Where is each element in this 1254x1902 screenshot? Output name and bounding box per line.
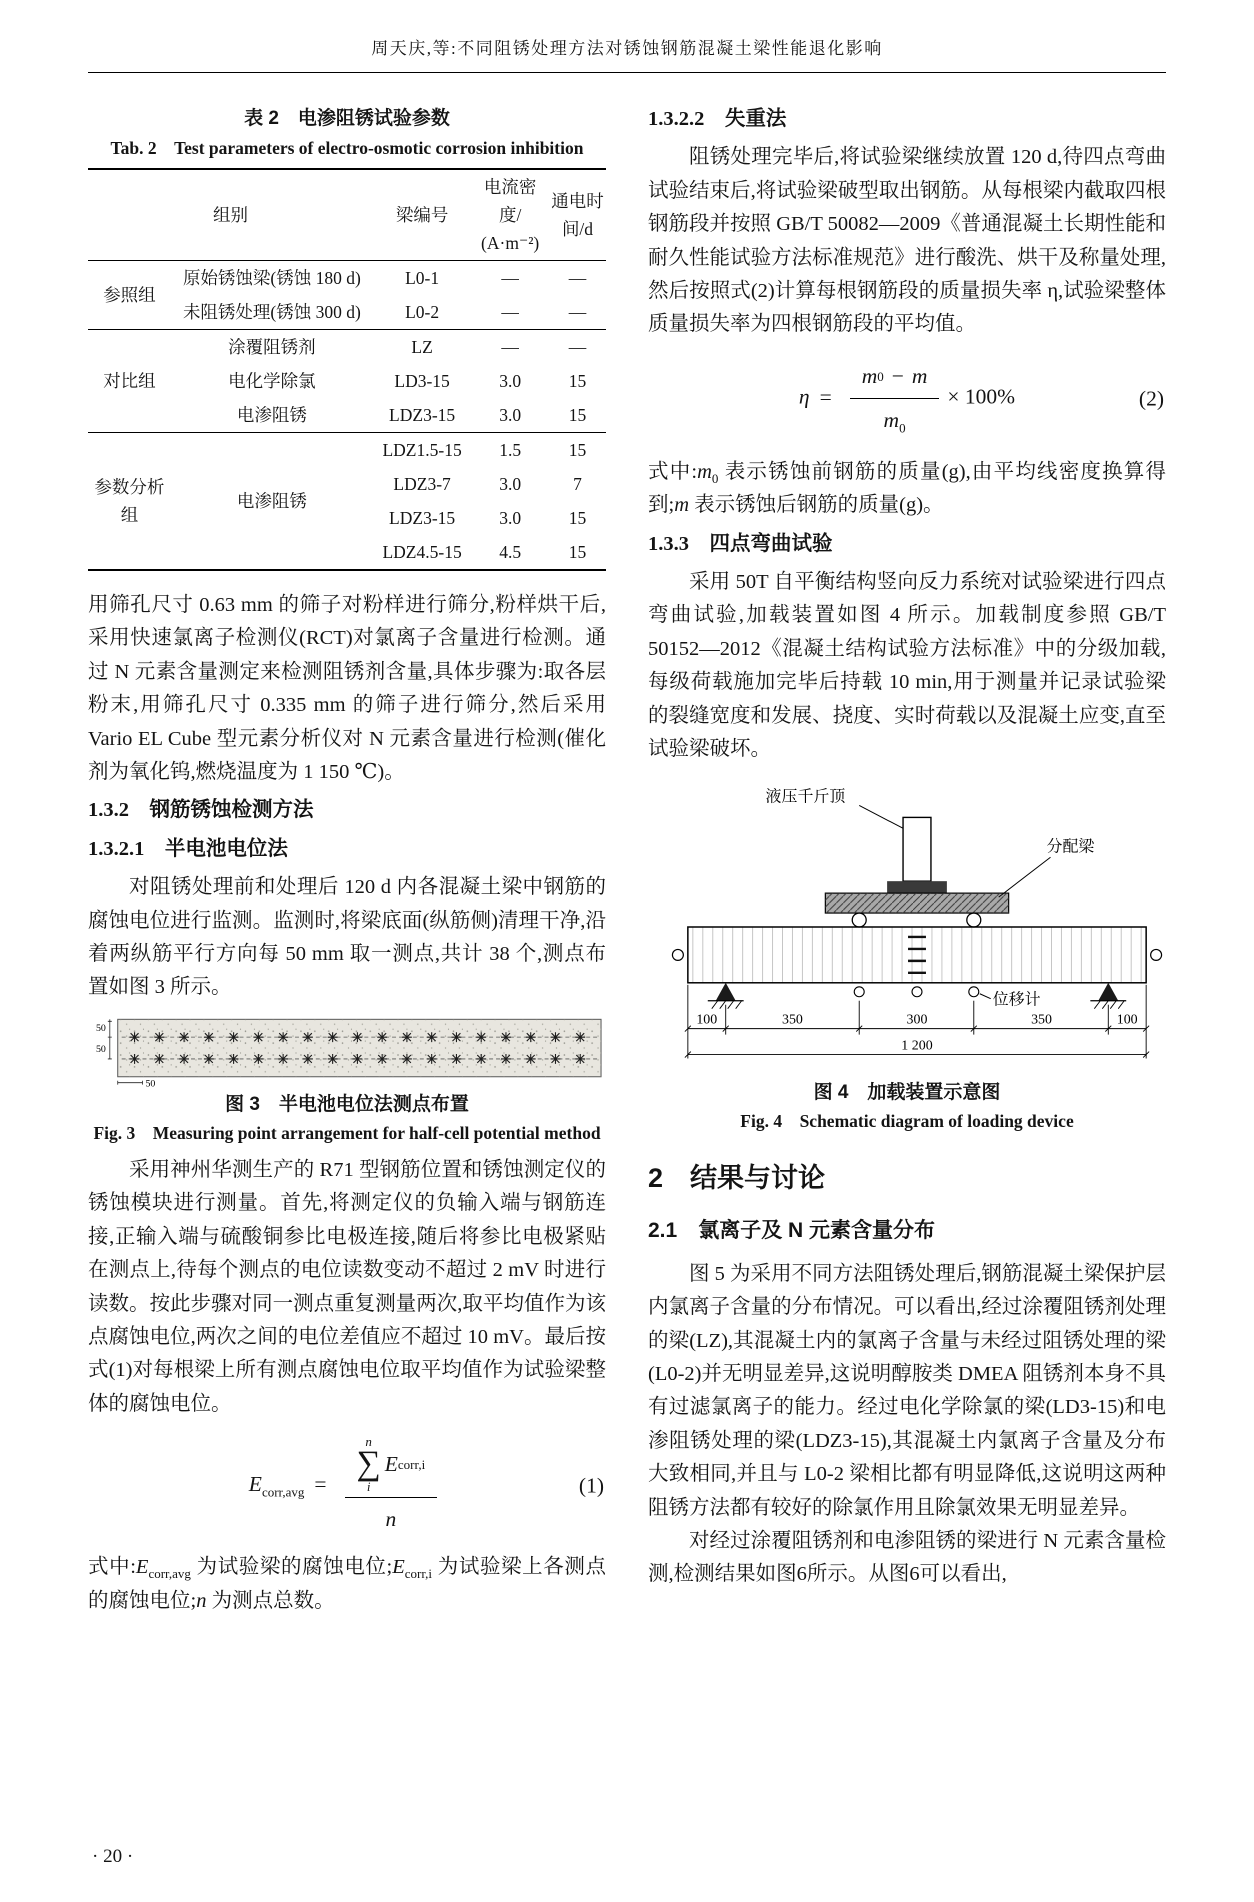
heading-1-3-2-2: 1.3.2.2 失重法: [648, 108, 787, 130]
current-cell: —: [501, 337, 519, 357]
legend-text: 表示锈蚀后钢筋的质量(g)。: [689, 494, 944, 517]
time-cell: 7: [573, 474, 582, 494]
table-row: [88, 330, 606, 365]
col-header-beam: 梁编号: [395, 205, 449, 225]
equation-2-body: [799, 359, 1015, 439]
legend-text: 为测点总数。: [206, 1589, 335, 1612]
load-roller-left: [852, 913, 866, 927]
col-header-time: [549, 169, 606, 261]
equation-1-number: (1): [578, 1473, 604, 1498]
summation: [357, 1435, 381, 1493]
figure-3-caption-zh: 图 3 半电池电位法测点布置: [225, 1093, 469, 1115]
beam-cell: LDZ1.5-15: [382, 440, 462, 460]
eq2-equals: =: [819, 384, 832, 409]
eq2-minus: −: [891, 364, 904, 389]
displacement-gauge: [969, 986, 979, 996]
current-cell: 3.0: [499, 508, 522, 528]
col-header-current: [471, 169, 549, 261]
page-number: · 20 ·: [92, 1846, 134, 1867]
desc-cell: 未阻锈处理(锈蚀 300 d): [182, 302, 361, 322]
paragraph: 采用 50T 自平衡结构竖向反力系统对试验梁进行四点弯曲试验,加载装置如图 4 所示。加载制度参照 GB/T 50152—2012《混凝土结构试验方法标准》中的分级加载,每级荷载施加完毕后持载 10 min,用于测量并记录试验梁的裂缝宽度和发展、挠度、实时荷载以及混凝土应变,直至试验梁破坏。: [648, 571, 1166, 761]
desc-cell: 涂覆阻锈剂: [228, 337, 316, 357]
legend-var: n: [196, 1589, 207, 1612]
figure-3-caption: [88, 1091, 606, 1146]
dim-50-v2: 50: [95, 1043, 106, 1055]
dim-300-mid: 300: [906, 1012, 928, 1028]
legend-var: m: [674, 494, 690, 517]
beam-cell: LDZ3-15: [389, 508, 456, 528]
test-beam: [688, 927, 1146, 983]
legend-var: m: [697, 460, 712, 483]
time-cell: —: [568, 268, 587, 288]
dim-100-right: 100: [1116, 1012, 1138, 1028]
equation-1-body: [249, 1435, 445, 1537]
figure-3-image: [90, 1015, 605, 1089]
paragraph: 对经过涂覆阻锈剂和电渗阻锈的梁进行 N 元素含量检测,检测结果如图6所示。从图6可以看出,: [648, 1529, 1166, 1586]
equation-1: [88, 1435, 606, 1537]
current-cell: 3.0: [499, 405, 522, 425]
time-cell: 15: [568, 371, 587, 391]
eq1-equals: =: [314, 1472, 327, 1497]
beam-cell: LDZ3-15: [389, 405, 456, 425]
eq1-num-var: E: [384, 1451, 398, 1476]
paragraph: 阻锈处理完毕后,将试验梁继续放置 120 d,待四点弯曲试验结束后,将试验梁破型取出钢筋。从每根梁内截取四根钢筋段并按照 GB/T 50082—2009《普通混凝土长期性能和耐久性能试验方法标准规范》进行酸洗、烘干及称量处理,然后按照式(2)计算每根钢筋段的质量损失率 η,试验梁整体质量损失率为四根钢筋段的平均值。: [648, 146, 1166, 336]
figure-4-image: [648, 777, 1186, 1077]
beam-cell: LD3-15: [394, 371, 450, 391]
current-cell: 3.0: [499, 474, 522, 494]
section-2-heading: 2 结果与讨论: [648, 1162, 826, 1193]
paragraph: 图 5 为采用不同方法阻锈处理后,钢筋混凝土梁保护层内氯离子含量的分布情况。可以看出,经过涂覆阻锈剂处理的梁(LZ),其混凝土内的氯离子含量与未经过阻锈处理的梁(L0-2)并无明显差异,这说明醇胺类 DMEA 阻锈剂本身不具有过滤氯离子的能力。经过电化学除氯的梁(LD3-15)和电渗阻锈处理的梁(LDZ3-15),其混凝土内氯离子含量及分布大致相同,并且与 L0-2 梁相比都有明显降低,这说明这两种阻锈方法都有较好的除氯作用且除氯效果无明显差异。: [648, 1262, 1166, 1519]
eq1-num-sub: corr,i: [397, 1456, 426, 1472]
two-column-layout: [88, 103, 1166, 1618]
legend-var: E: [135, 1556, 149, 1579]
current-cell: —: [501, 302, 519, 322]
time-cell: —: [568, 337, 587, 357]
figure-3-caption-en: Fig. 3 Measuring point arrangement for half-cell potential method: [93, 1123, 601, 1144]
eq2-rhs: × 100%: [947, 384, 1016, 409]
table-row: [88, 433, 606, 468]
dim-350-right: 350: [1031, 1012, 1052, 1028]
table2-caption-en: Tab. 2 Test parameters of electro-osmotic corrosion inhibition: [110, 137, 584, 158]
beam-cell: LZ: [411, 337, 433, 357]
group-cell: 对比组: [103, 371, 156, 391]
figure-4-caption-en: Fig. 4 Schematic diagram of loading device: [740, 1111, 1074, 1131]
beam-cell: LDZ3-7: [393, 474, 451, 494]
col-header-time-line1: 通电时: [551, 191, 604, 211]
left-column: [88, 103, 606, 1618]
equation-2-number: (2): [1138, 386, 1164, 411]
eq1-lhs: E: [248, 1472, 262, 1497]
col-header-time-line2: 间/d: [561, 219, 594, 239]
heading-1-3-2: 1.3.2 钢筋锈蚀检测方法: [88, 799, 314, 822]
legend-text: 表示锈蚀前钢筋的质量(g),由平均线密度换算得到;: [648, 460, 1166, 517]
displacement-gauge: [912, 986, 922, 996]
beam-cell: L0-2: [405, 302, 440, 322]
legend-text: 为试验梁上各测点的腐蚀电位;: [88, 1556, 606, 1612]
table-row: [88, 261, 606, 296]
beam-cell: L0-1: [405, 268, 440, 288]
paragraph: 对阻锈处理前和处理后 120 d 内各混凝土梁中钢筋的腐蚀电位进行监测。监测时,将梁底面(纵筋侧)清理干净,沿着两纵筋平行方向每 50 mm 取一测点,共计 38 个,测点布置如图 3 所示。: [88, 876, 606, 999]
legend-var-sub: corr,avg: [148, 1566, 191, 1582]
current-cell: 1.5: [499, 440, 522, 460]
eq2-lhs: η: [798, 384, 810, 409]
sum-lower-limit: i: [366, 1479, 371, 1495]
figure-4-caption: [648, 1079, 1166, 1134]
eq2-den-sub: 0: [899, 420, 906, 436]
jack-label: 液压千斤顶: [765, 787, 846, 805]
eq2-fraction: [850, 359, 940, 439]
figure-3: [88, 1015, 606, 1146]
eq2-num-var1: m: [861, 364, 878, 389]
figure-4-caption-zh: 图 4 加载装置示意图: [813, 1081, 1001, 1103]
legend-text: 式中:: [648, 460, 698, 483]
time-cell: —: [568, 302, 587, 322]
eq2-num-var2: m: [911, 364, 928, 389]
eq2-den-var: m: [883, 408, 900, 433]
dim-50-h: 50: [144, 1078, 155, 1089]
legend-var-sub: corr,i: [404, 1566, 433, 1582]
current-cell: 4.5: [499, 542, 522, 562]
col-header-group: 组别: [212, 205, 248, 225]
legend-text: 为试验梁的腐蚀电位;: [190, 1556, 393, 1579]
end-gauge-left: [672, 949, 683, 960]
distribution-beam-label: 分配梁: [1046, 837, 1095, 855]
time-cell: 15: [568, 440, 587, 460]
legend-text: 式中:: [88, 1556, 136, 1579]
col-header-current-line1: 电流密度/: [483, 177, 537, 225]
equation-2-legend: [648, 456, 1166, 523]
eq1-lhs-sub: corr,avg: [261, 1484, 305, 1500]
jack-base-plate: [887, 881, 947, 893]
paragraph: 用筛孔尺寸 0.63 mm 的筛子对粉样进行筛分,粉样烘干后,采用快速氯离子检测仪(RCT)对氯离子含量进行检测。通过 N 元素含量测定来检测阻锈剂含量,具体步骤为:取各层粉末,用筛孔尺寸 0.335 mm 的筛子进行筛分,然后采用 Vario EL Cube 型元素分析仪对 N 元素含量进行检测(催化剂为氧化钨,燃烧温度为 1 150 ℃)。: [88, 594, 606, 784]
heading-1-3-2-1: 1.3.2.1 半电池电位法: [88, 837, 288, 860]
dim-100-left: 100: [696, 1012, 718, 1028]
equation-1-legend: [88, 1551, 606, 1618]
dim-350-left: 350: [782, 1012, 803, 1028]
table2-caption-zh: 表 2 电渗阻锈试验参数: [244, 108, 450, 129]
desc-cell: 电渗阻锈: [236, 491, 307, 511]
sum-upper-limit: n: [365, 1434, 372, 1450]
legend-var: E: [392, 1556, 405, 1579]
paragraph: 采用神州华测生产的 R71 型钢筋位置和锈蚀测定仪的锈蚀模块进行测量。首先,将测定仪的负输入端与钢筋连接,正输入端与硫酸铜参比电极连接,随后将参比电极紧贴在测点上,待每个测点的电位读数变动不超过 2 mV 时进行读数。按此步骤对同一测点重复测量两次,取平均值作为该点腐蚀电位,两次之间的电位差值应不超过 10 mV。最后按式(1)对每根梁上所有测点腐蚀电位取平均值作为试验梁整体的腐蚀电位。: [88, 1158, 606, 1415]
table2-header-row: [88, 169, 606, 261]
time-cell: 15: [568, 508, 587, 528]
eq2-num-sub1: 0: [877, 369, 884, 384]
end-gauge-right: [1151, 949, 1162, 960]
dim-total-1200: 1 200: [901, 1038, 933, 1054]
right-column: [648, 103, 1166, 1618]
desc-cell: 原始锈蚀梁(锈蚀 180 d): [182, 268, 361, 288]
current-cell: —: [501, 268, 519, 288]
legend-var-sub: 0: [711, 470, 719, 486]
displacement-gauge: [854, 986, 864, 996]
group-cell: 参照组: [103, 285, 156, 305]
heading-1-3-3: 1.3.3 四点弯曲试验: [648, 532, 833, 555]
figure-4: [648, 777, 1166, 1134]
running-head: 周天庆,等:不同阻锈处理方法对锈蚀钢筋混凝土梁性能退化影响: [88, 34, 1166, 73]
table2: [88, 168, 606, 571]
sum-symbol: ∑: [356, 1445, 381, 1483]
beam-cell: LDZ4.5-15: [382, 542, 462, 562]
section-2-1-heading: 2.1 氯离子及 N 元素含量分布: [648, 1218, 936, 1242]
hydraulic-jack: [903, 817, 931, 881]
col-header-current-line2: (A·m⁻²): [481, 233, 540, 253]
group-cell: 参数分析组: [94, 477, 165, 525]
load-roller-right: [967, 913, 981, 927]
current-cell: 3.0: [499, 371, 522, 391]
time-cell: 15: [568, 542, 587, 562]
desc-cell: 电化学除氯: [228, 371, 316, 391]
dim-50-v1: 50: [95, 1023, 106, 1035]
eq1-denominator: n: [385, 1507, 397, 1532]
displacement-gauge-label: 位移计: [992, 991, 1041, 1009]
time-cell: 15: [568, 405, 587, 425]
desc-cell: 电渗阻锈: [236, 405, 307, 425]
eq1-fraction: [345, 1435, 438, 1537]
equation-2: [648, 356, 1166, 442]
